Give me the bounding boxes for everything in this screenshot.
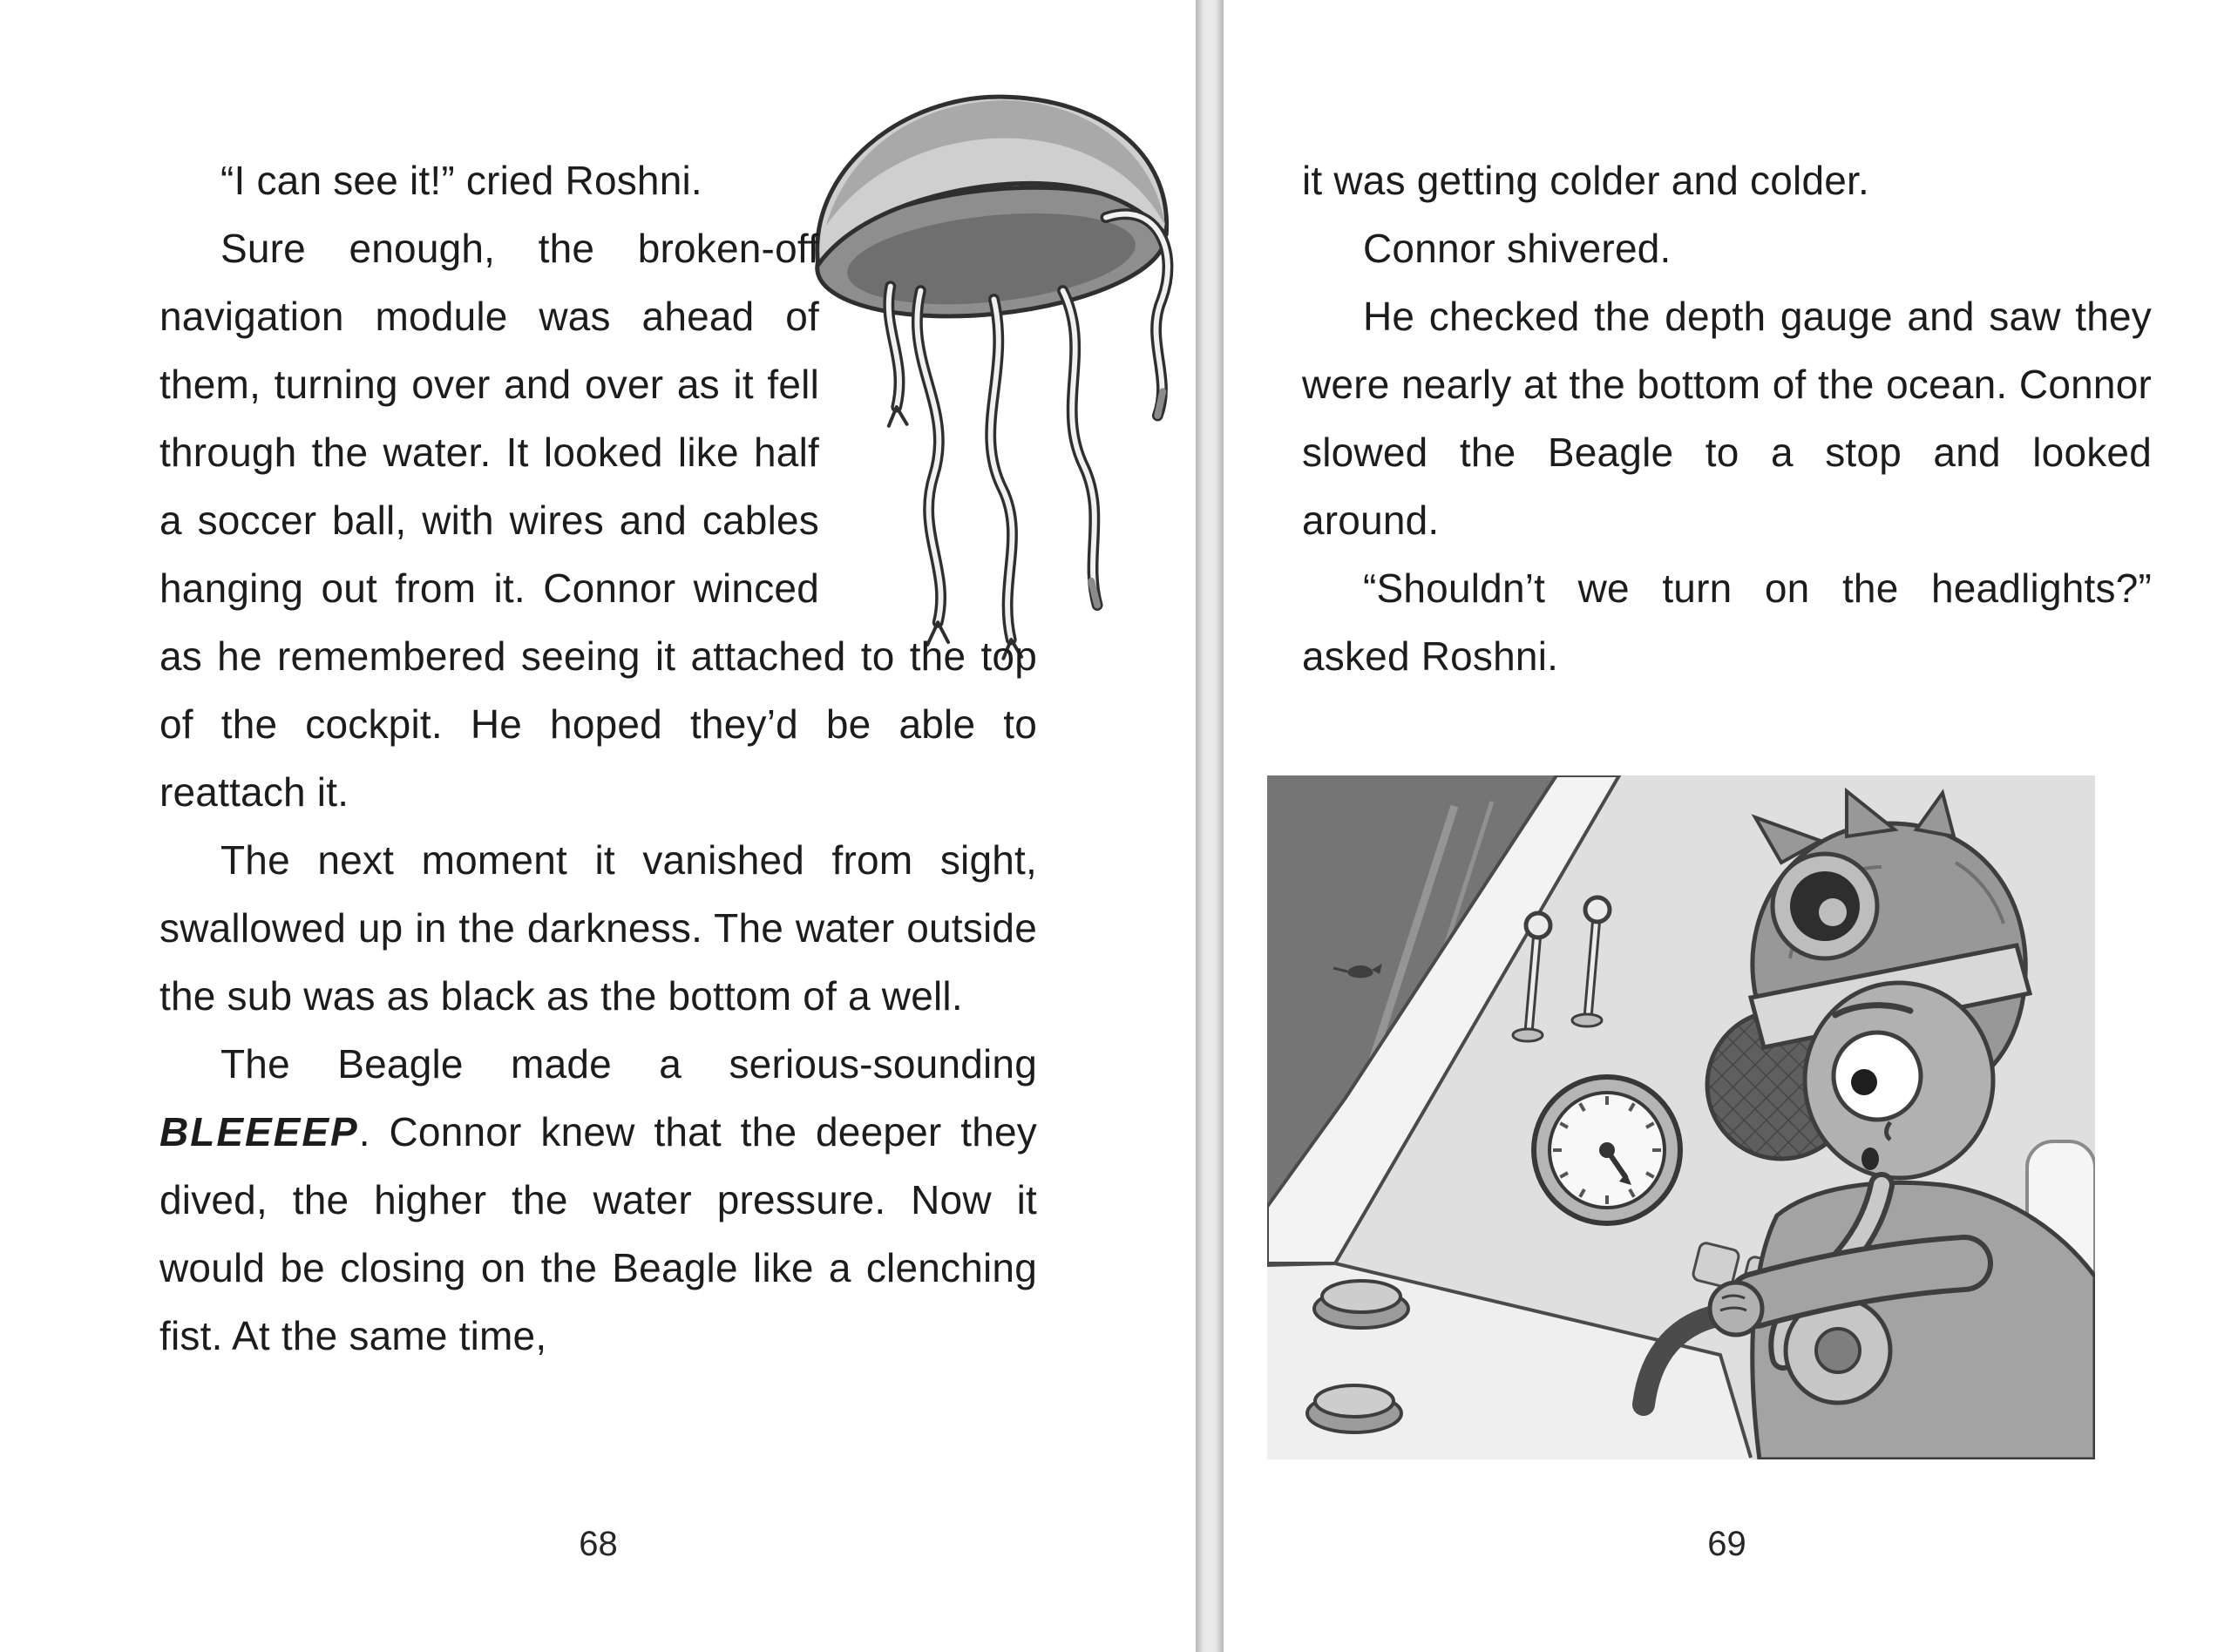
paragraph: The next moment it vanished from sight, swallowed up in the darkness. The water outside the sub was as black as the bottom of a well. <box>159 837 1037 1019</box>
pupil <box>1851 1069 1877 1095</box>
paragraph-text: The Beagle made a serious-sounding <box>220 1041 1037 1087</box>
left-text-column <box>159 146 1037 1370</box>
eye <box>1834 1032 1921 1120</box>
paragraph: “Shouldn’t we turn on the headlights?” asked Roshni. <box>1302 565 2152 679</box>
sound-effect-text: BLEEEEP <box>159 1109 359 1154</box>
paragraph: Sure enough, the broken-off navigation module was ahead of them, turning over and over as it fell through the water. It looked like half a soccer ball, with wires and cables hanging out from it. Connor winced as he remembered seeing it attached to the top of the cockpit. He hoped they’d be able to reattach it. <box>159 226 1037 815</box>
paragraph-text: . Connor knew that the deeper they dived, the higher the water pressure. Now it would be closing on the Beagle like a clenching fist. At the same time, <box>159 1109 1037 1358</box>
page-gutter <box>1196 0 1224 1652</box>
goggles <box>1773 854 1877 958</box>
paragraph: He checked the depth gauge and saw they were nearly at the bottom of the ocean. Connor slowed the Beagle to a stop and looked around. <box>1302 294 2152 543</box>
right-text-column <box>1302 146 2152 690</box>
paragraph: Connor shivered. <box>1363 226 1672 271</box>
page-number-right: 69 <box>1707 1525 1746 1563</box>
paragraph <box>159 1030 1037 1370</box>
page-number-left: 68 <box>579 1525 618 1563</box>
dome-button <box>1307 1385 1401 1432</box>
paragraph: “I can see it!” cried Roshni. <box>220 158 702 203</box>
illustration-text-wrap-spacer <box>819 146 1037 622</box>
dome-button <box>1314 1281 1408 1328</box>
paragraph: it was getting colder and colder. <box>1302 158 1869 203</box>
depth-gauge <box>1534 1077 1680 1223</box>
page-69 <box>1224 0 2231 1652</box>
mouth <box>1861 1148 1879 1170</box>
cockpit-illustration <box>1267 775 2095 1459</box>
